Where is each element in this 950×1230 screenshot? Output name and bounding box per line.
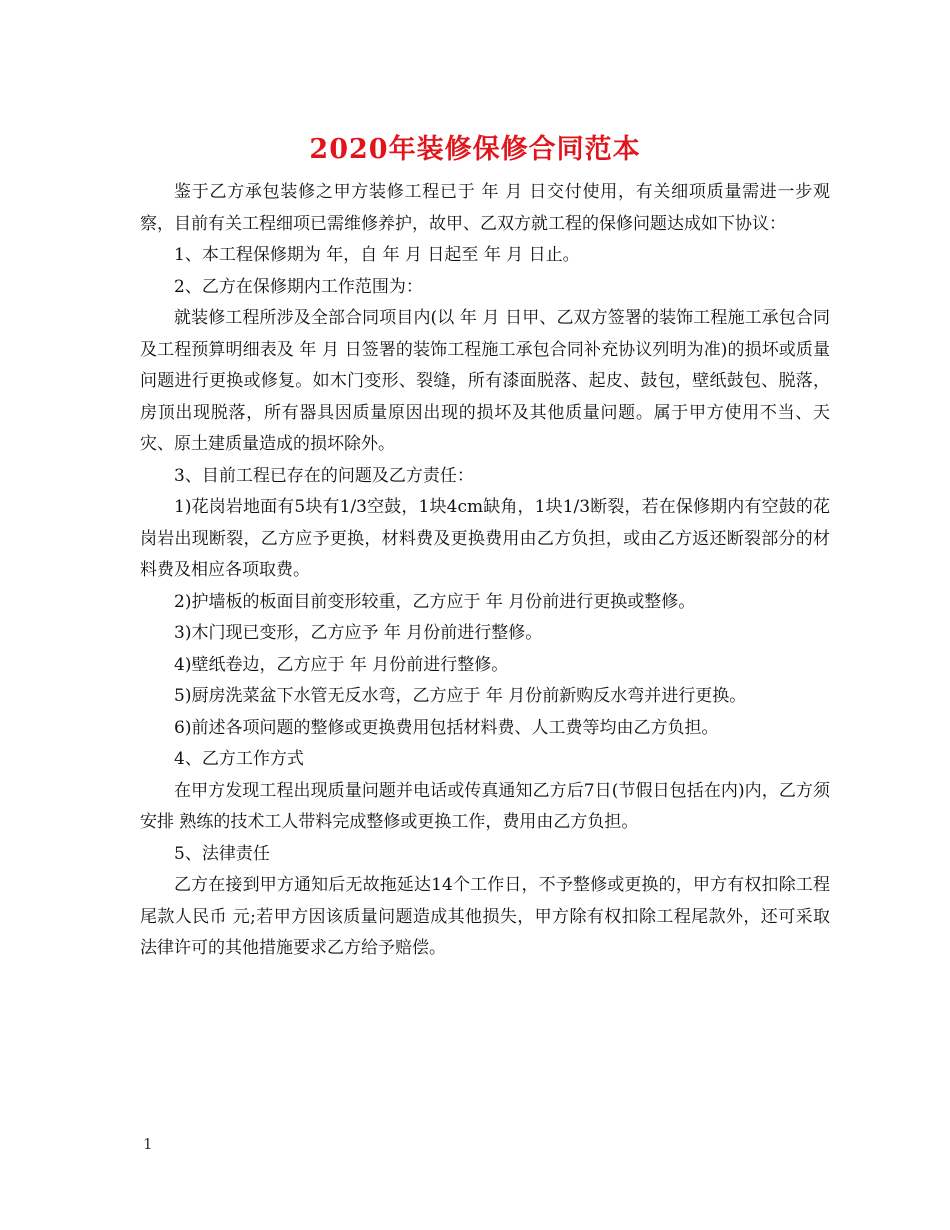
paragraph-clause-3: 3、目前工程已存在的问题及乙方责任：: [174, 465, 474, 486]
paragraph-clause-5-detail: 乙方在接到甲方通知后无故拖延达14个工作日，不予整修或更换的，甲方有权扣除工程尾款人民币 元;若甲方因该质量问题造成其他损失，甲方除有权扣除工程尾款外，还可采取法律许可的其他措施要求乙方给予赔偿。: [140, 875, 830, 958]
paragraph-clause-4: 4、乙方工作方式: [174, 749, 304, 769]
document-body: [140, 177, 830, 965]
paragraph-clause-4-detail: 在甲方发现工程出现质量问题并电话或传真通知乙方后7日(节假日包括在内)内，乙方须安排 熟练的技术工人带料完成整修或更换工作，费用由乙方负担。: [140, 780, 830, 832]
paragraph-clause-5: 5、法律责任: [174, 843, 270, 864]
document-title: 2020年装修保修合同范本: [309, 134, 641, 165]
paragraph-clause-2-detail: 就装修工程所涉及全部合同项目内(以 年 月 日甲、乙双方签署的装饰工程施工承包合同及工程预算明细表及 年 月 日签署的装饰工程施工承包合同补充协议列明为准)的损坏或质量问题进行更换或修复。如木门变形、裂缝，所有漆面脱落、起皮、鼓包，壁纸鼓包、脱落，房顶出现脱落，所有器具因质量原因出现的损坏及其他质量问题。属于甲方使用不当、天灾、原土建质量造成的损坏除外。: [140, 308, 830, 454]
paragraph-item-4: 4)壁纸卷边，乙方应于 年 月份前进行整修。: [174, 654, 509, 675]
paragraph-clause-1: 1、本工程保修期为 年，自 年 月 日起至 年 月 日止。: [174, 245, 580, 265]
paragraph-item-5: 5)厨房洗菜盆下水管无反水弯，乙方应于 年 月份前新购反水弯并进行更换。: [174, 686, 747, 706]
paragraph-item-1: 1)花岗岩地面有5块有1/3空鼓，1块4cm缺角，1块1/3断裂，若在保修期内有空鼓的花岗岩出现断裂，乙方应予更换，材料费及更换费用由乙方负担，或由乙方返还断裂部分的材料费及相应各项取费。: [140, 497, 830, 580]
paragraph-item-3: 3)木门现已变形，乙方应予 年 月份前进行整修。: [174, 623, 543, 643]
paragraph-item-2: 2)护墙板的板面目前变形较重，乙方应于 年 月份前进行更换或整修。: [174, 591, 696, 612]
paragraph-item-6: 6)前述各项问题的整修或更换费用包括材料费、人工费等均由乙方负担。: [174, 717, 719, 738]
page-number: 1: [143, 1135, 153, 1153]
paragraph-clause-2: 2、乙方在保修期内工作范围为：: [174, 276, 423, 297]
paragraph-intro: 鉴于乙方承包装修之甲方装修工程已于 年 月 日交付使用，有关细项质量需进一步观察，目前有关工程细项已需维修养护，故甲、乙双方就工程的保修问题达成如下协议：: [140, 182, 830, 234]
